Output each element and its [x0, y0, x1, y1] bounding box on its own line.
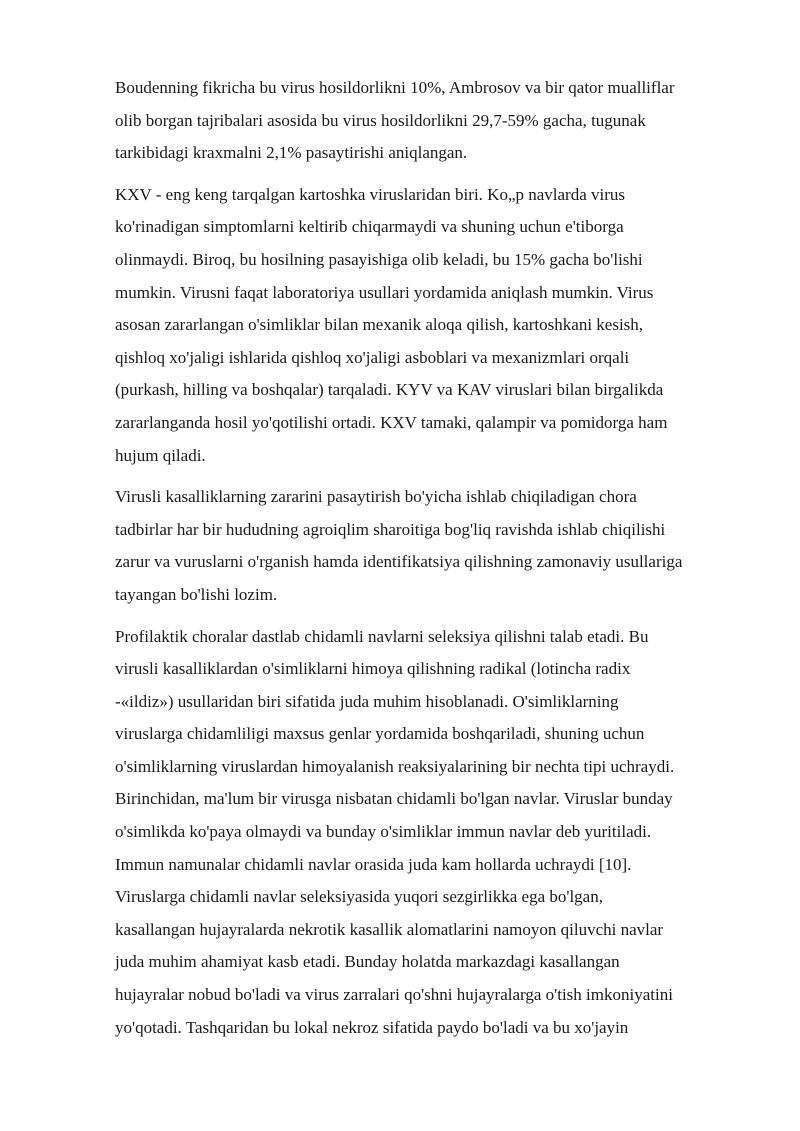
text-line: hujayralar nobud bo'ladi va virus zarralari qo'shni hujayralarga o'tish imkoniyatini — [115, 985, 673, 1005]
text-line: ko'rinadigan simptomlarni keltirib chiqarmaydi va shuning uchun e'tiborga — [115, 217, 624, 237]
document-page — [115, 72, 755, 1053]
text-line: asosan zararlangan o'simliklar bilan mexanik aloqa qilish, kartoshkani kesish, — [115, 315, 644, 335]
text-line: Viruslarga chidamli navlar seleksiyasida yuqori sezgirlikka ega bo'lgan, — [115, 887, 603, 907]
text-line: tadbirlar har bir hududning agroiqlim sharoitiga bog'liq ravishda ishlab chiqilishi — [115, 519, 666, 539]
text-line: virusli kasalliklardan o'simliklarni himoya qilishning radikal (lotincha radix — [115, 659, 631, 679]
paragraph-2 — [115, 179, 755, 472]
paragraph-3 — [115, 481, 755, 611]
text-line: olinmaydi. Biroq, bu hosilning pasayishiga olib keladi, bu 15% gacha bo'lishi — [115, 249, 643, 269]
paragraph-4 — [115, 621, 755, 1045]
text-line: olib borgan tajribalari asosida bu virus hosildorlikni 29,7-59% gacha, tugunak — [115, 110, 646, 130]
text-line: tarkibidagi kraxmalni 2,1% pasaytirishi aniqlangan. — [115, 143, 468, 163]
text-line: yo'qotadi. Tashqaridan bu lokal nekroz sifatida paydo bo'ladi va bu xo'jayin — [115, 1017, 629, 1037]
text-line: zarur va vuruslarni o'rganish hamda identifikatsiya qilishning zamonaviy usullariga — [115, 552, 683, 572]
text-line: hujum qiladi. — [115, 445, 206, 465]
text-line: viruslarga chidamliligi maxsus genlar yordamida boshqariladi, shuning uchun — [115, 724, 645, 744]
text-line: o'simlikda ko'paya olmaydi va bunday o'simliklar immun navlar deb yuritiladi. — [115, 822, 652, 842]
text-line: mumkin. Virusni faqat laboratoriya usullari yordamida aniqlash mumkin. Virus — [115, 282, 654, 302]
text-line: Immun namunalar chidamli navlar orasida juda kam hollarda uchraydi [10]. — [115, 854, 632, 874]
paragraph-1 — [115, 72, 755, 170]
text-line: (purkash, hilling va boshqalar) tarqaladi. KYV va KAV viruslari bilan birgalikda — [115, 380, 664, 400]
text-line: -«ildiz») usullaridan biri sifatida juda muhim hisoblanadi. O'simliklarning — [115, 691, 619, 711]
text-line: juda muhim ahamiyat kasb etadi. Bunday holatda markazdagi kasallangan — [115, 952, 620, 972]
text-line: tayangan bo'lishi lozim. — [115, 584, 278, 604]
text-line: kasallangan hujayralarda nekrotik kasallik alomatlarini namoyon qiluvchi navlar — [115, 919, 664, 939]
text-line: Profilaktik choralar dastlab chidamli navlarni seleksiya qilishni talab etadi. Bu — [115, 626, 649, 646]
text-line: KXV - eng keng tarqalgan kartoshka viruslaridan biri. Ko„p navlarda virus — [115, 184, 626, 204]
text-line: Virusli kasalliklarning zararini pasaytirish bo'yicha ishlab chiqiladigan chora — [115, 487, 637, 507]
text-line: zararlanganda hosil yo'qotilishi ortadi. KXV tamaki, qalampir va pomidorga ham — [115, 412, 668, 432]
text-line: Boudenning fikricha bu virus hosildorlikni 10%, Ambrosov va bir qator mualliflar — [115, 78, 675, 97]
text-line: qishloq xo'jaligi ishlarida qishloq xo'jaligi asboblari va mexanizmlari orqali — [115, 347, 630, 367]
text-line: Birinchidan, ma'lum bir virusga nisbatan chidamli bo'lgan navlar. Viruslar bunday — [115, 789, 673, 809]
text-line: o'simliklarning viruslardan himoyalanish reaksiyalarining bir nechta tipi uchraydi. — [115, 756, 675, 776]
